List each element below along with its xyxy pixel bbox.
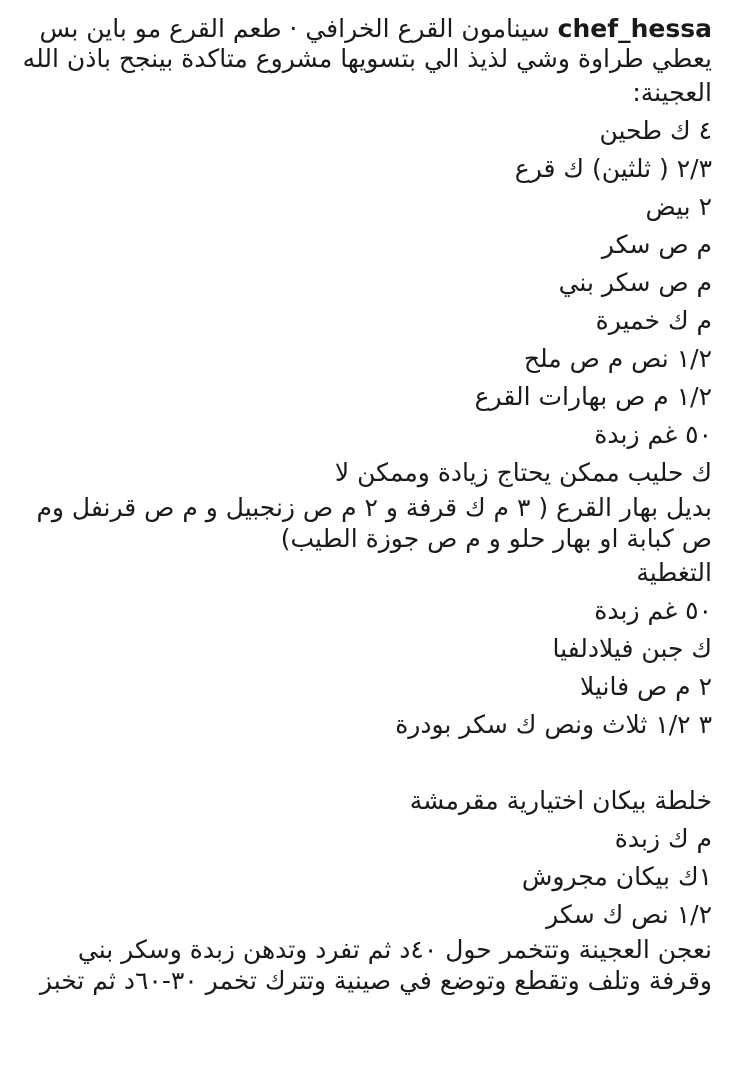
spice-substitute-note: بديل بهار القرع ( ٣ م ك قرفة و ٢ م ص زنجبيل و م ص قرنفل وم ص كبابة او بهار حلو و م ص جوزة الطيب) [36,493,712,553]
ingredient-line: ٢/٣ ( ثلثين) ك قرع [514,154,712,183]
ingredient-line: ١/٢ نص ك سكر [546,900,712,929]
ingredient-line: ك حليب ممكن يحتاج زيادة وممكن لا [334,458,712,487]
caption-intro [18,14,712,74]
dough-section-title: العجينة: [632,78,712,107]
topping-section-title: التغطية [636,558,712,587]
ingredient-line: م ك زبدة [614,824,712,853]
author-username[interactable]: chef_hessa [557,14,712,43]
ingredient-line: م ص سكر بني [558,268,712,297]
ingredient-line: ١ك بيكان مجروش [521,862,712,891]
method-text: نعجن العجينة وتتخمر حول ٤٠د ثم تفرد وتدهن زبدة وسكر بني وقرفة وتلف وتقطع وتوضع في صينية وتترك تخمر ٣٠-٦٠د ثم تخبز [39,935,712,995]
ingredient-line: ٣ ١/٢ ثلاث ونص ك سكر بودرة [395,710,712,739]
pecan-section-title: خلطة بيكان اختيارية مقرمشة [409,786,712,815]
ingredient-line: ٢ م ص فانيلا [580,672,712,701]
ingredient-line: ك جبن فيلادلفيا [552,634,712,663]
ingredient-line: ١/٢ نص م ص ملح [523,344,712,373]
intro-text: سينامون القرع الخرافي · طعم القرع مو باين بس يعطي طراوة وشي لذيذ الي بتسويها مشروع متاكدة بينجح باذن الله [22,14,712,73]
topping-ingredient-list [18,592,712,744]
ingredient-line: ٤ ك طحين [599,116,712,145]
ingredient-line: م ك خميرة [595,306,712,335]
blank-line [18,744,712,782]
pecan-ingredient-list [18,820,712,934]
ingredient-line: ١/٢ م ص بهارات القرع [474,382,712,411]
ingredient-line: ٥٠ غم زبدة [594,596,712,625]
dough-ingredient-list [18,112,712,492]
ingredient-line: ٢ بيض [645,192,712,221]
ingredient-line: م ص سكر [601,230,712,259]
ingredient-line: ٥٠ غم زبدة [594,420,712,449]
